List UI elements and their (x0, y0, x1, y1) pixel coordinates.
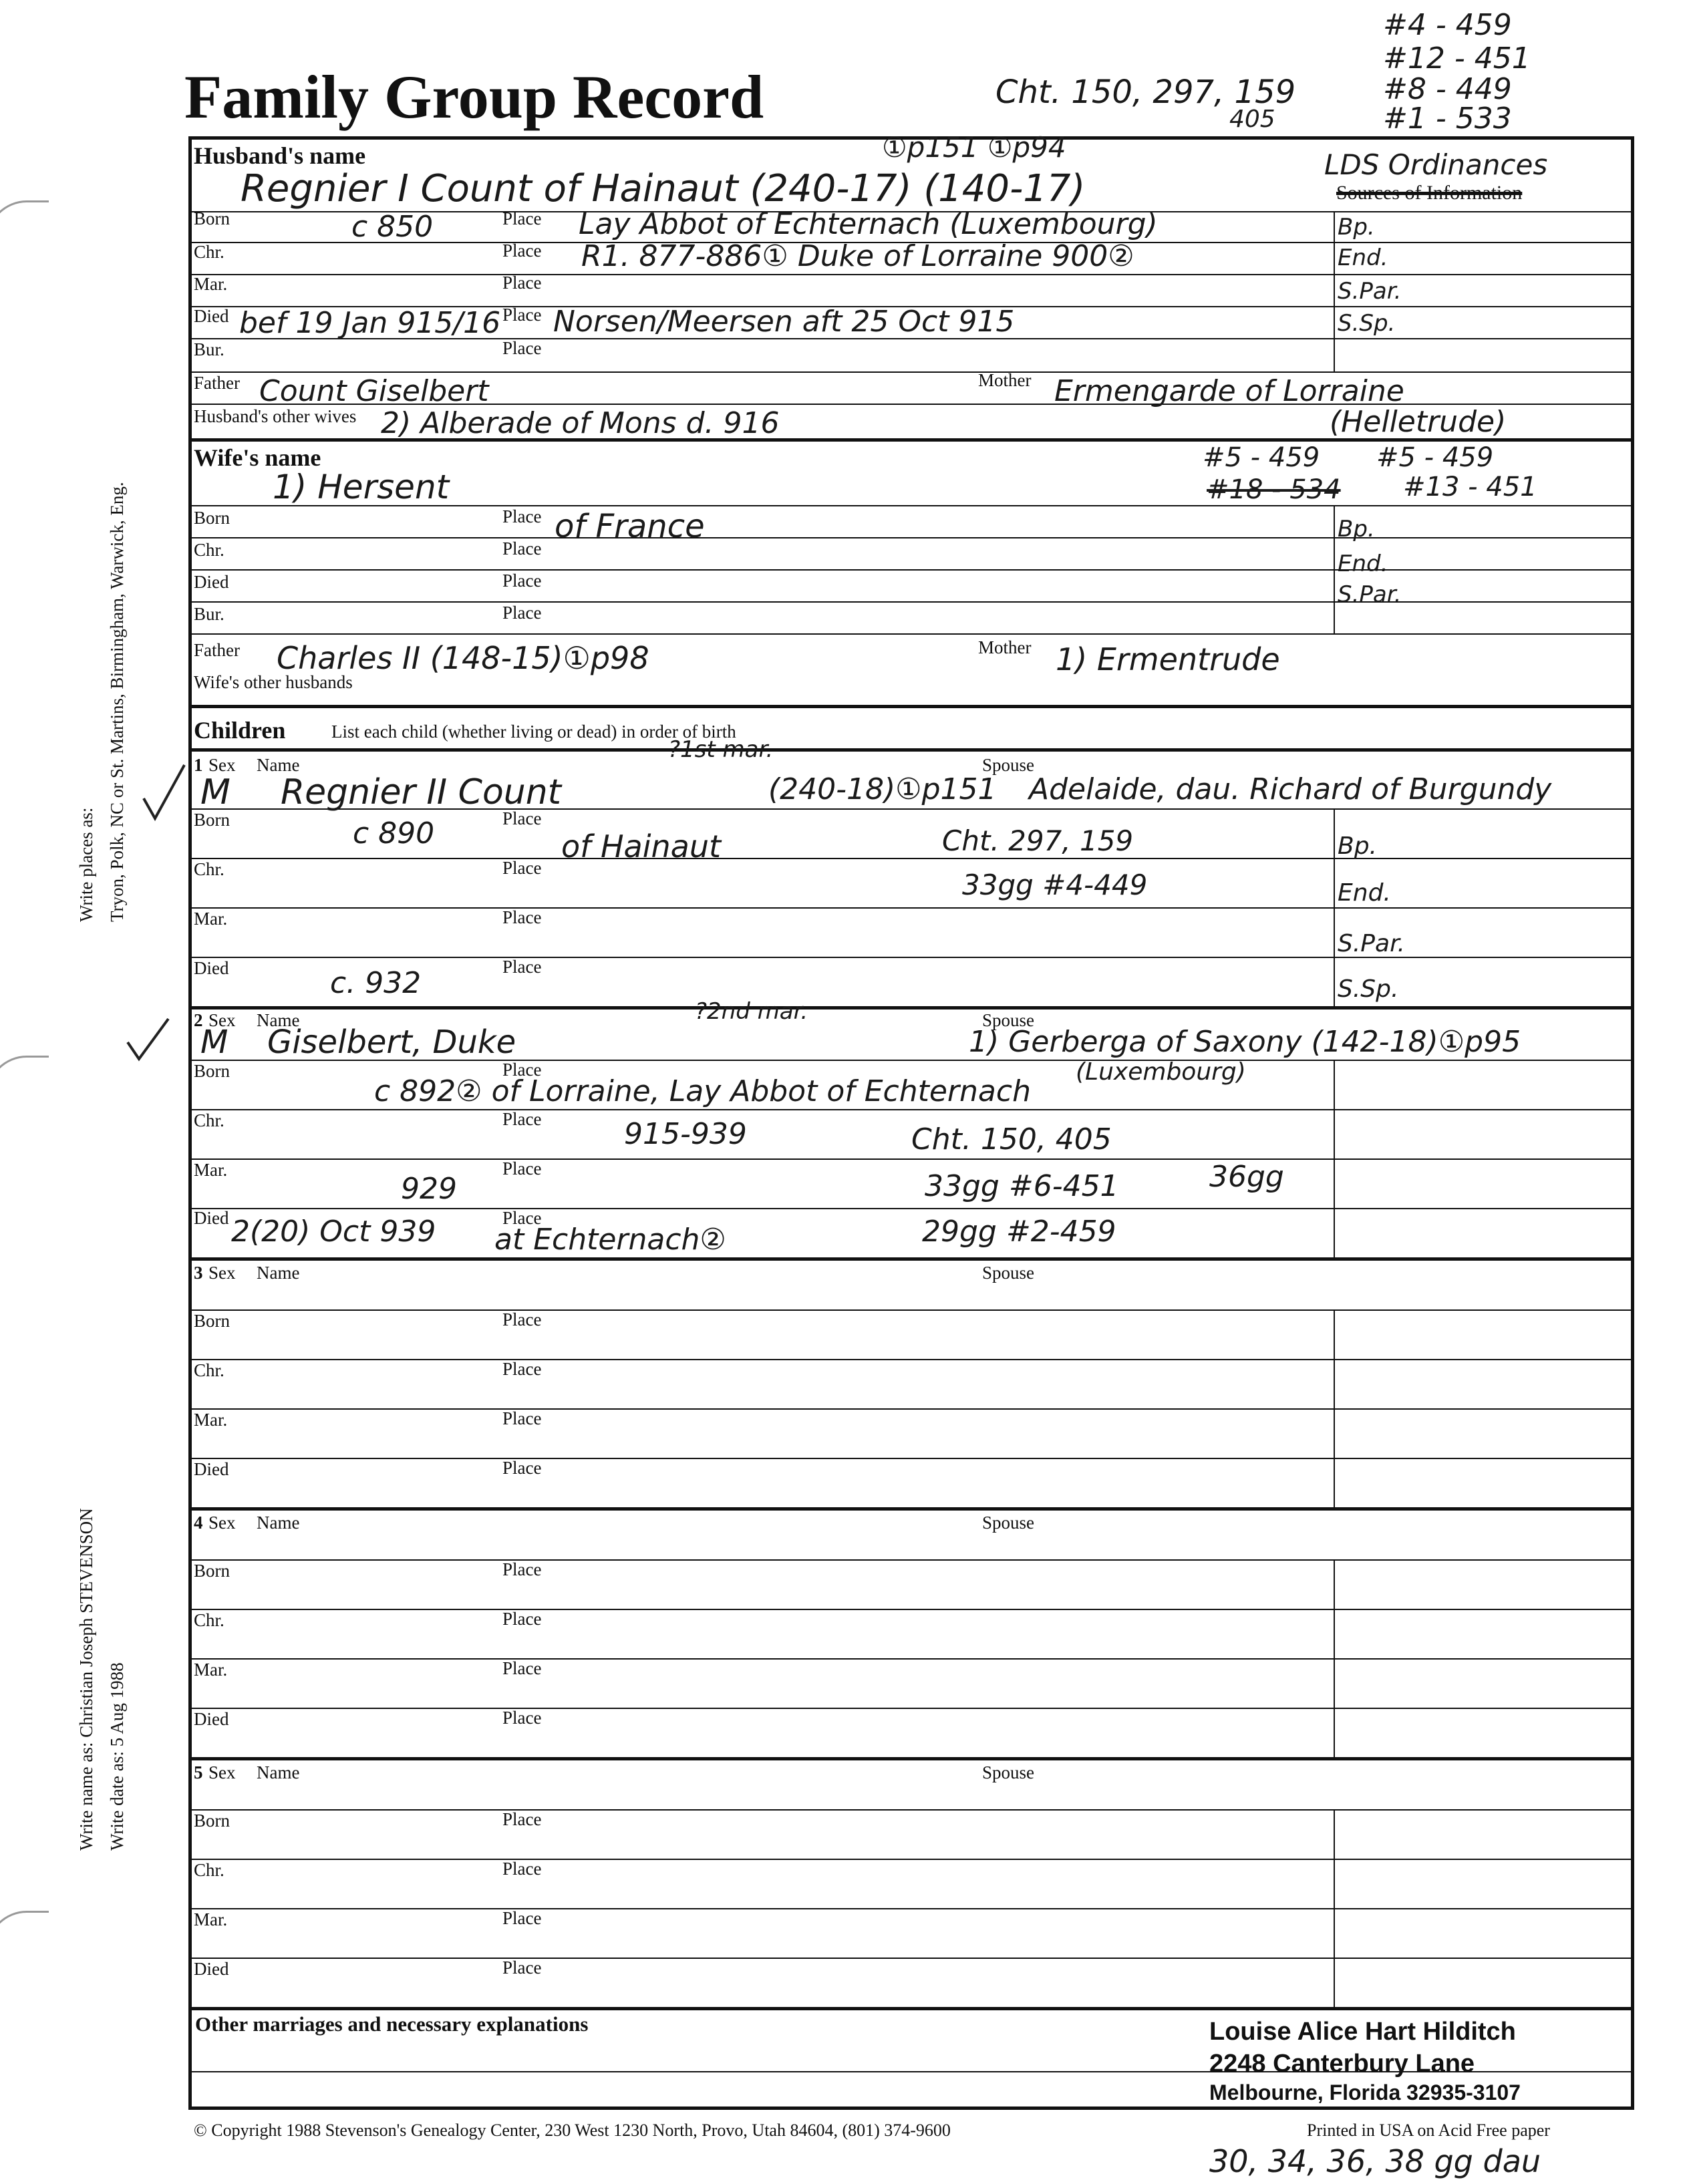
child3-num: 3 (194, 1263, 203, 1283)
label-chr: Chr. (194, 1860, 224, 1880)
label-chr: Chr. (194, 859, 224, 879)
wife-name-value: 1) Hersent (273, 468, 450, 506)
label-mar: Mar. (194, 1160, 228, 1180)
label-died: Died (194, 1459, 229, 1479)
husband-chr-place: R1. 877-886① Duke of Lorraine 900② (581, 239, 1134, 273)
label-chr: Chr. (194, 540, 224, 560)
child1-chr-note: Cht. 297, 159 (942, 824, 1134, 857)
label-place: Place (502, 538, 542, 559)
husband-born: c 850 (351, 210, 434, 244)
child1-born: c 890 (353, 816, 435, 850)
child1-died: c. 932 (330, 966, 422, 1000)
child2-born-line: c 892② of Lorraine, Lay Abbot of Echternach (374, 1074, 1031, 1108)
label-died: Died (194, 1709, 229, 1729)
check-mark-icon (124, 1016, 171, 1062)
child2-chr-dates: 915-939 (624, 1117, 747, 1151)
child2-spouse: 1) Gerberga of Saxony (142-18)①p95 (969, 1025, 1521, 1059)
label-mother: Mother (978, 370, 1032, 390)
label-born: Born (194, 508, 230, 528)
husband-born-place: Lay Abbot of Echternach (Luxembourg) (579, 207, 1158, 241)
label-sex: Sex (208, 1513, 236, 1533)
label-died: Died (194, 1208, 229, 1228)
label-spouse: Spouse (982, 1010, 1035, 1030)
husband-page-refs: ①p151 ①p94 (882, 131, 1066, 164)
wife-ref-2: #5 - 459 (1376, 442, 1494, 473)
label-bur: Bur. (194, 604, 224, 624)
husband-ord-spar: S.Par. (1338, 278, 1402, 305)
label-place: Place (502, 305, 542, 325)
label-sex: Sex (208, 1010, 236, 1030)
label-father: Father (194, 640, 240, 660)
husband-mother-alt: (Helletrude) (1330, 405, 1507, 439)
label-chr: Chr. (194, 1610, 224, 1630)
wife-mother: 1) Ermentrude (1056, 641, 1280, 677)
husband-ord-end: End. (1338, 245, 1388, 271)
label-died: Died (194, 958, 229, 978)
label-husbands-other-wives: Husband's other wives (194, 406, 357, 426)
wife-ord-bp: Bp. (1338, 516, 1375, 542)
label-wifes-name: Wife's name (194, 444, 321, 471)
label-place: Place (502, 907, 542, 927)
child5-num: 5 (194, 1762, 203, 1782)
label-place: Place (502, 808, 542, 828)
child1-num: 1 (194, 755, 203, 775)
label-place: Place (502, 1859, 542, 1879)
top-ref-2: #12 - 451 (1383, 41, 1531, 75)
label-mother: Mother (978, 637, 1032, 657)
label-place: Place (502, 241, 542, 261)
label-born: Born (194, 1811, 230, 1831)
label-died: Died (194, 306, 229, 326)
punch-hole-icon (0, 1911, 49, 1953)
label-place: Place (502, 338, 542, 358)
child2-mar: 929 (401, 1172, 457, 1206)
child1-ord-ssp: S.Sp. (1338, 975, 1399, 1003)
label-mar: Mar. (194, 274, 228, 294)
top-ref-3: #8 - 449 (1383, 72, 1512, 106)
husband-father: Count Giselbert (259, 374, 489, 408)
label-place: Place (502, 1309, 542, 1330)
child1-name: Regnier II Count (281, 772, 562, 812)
label-children: Children (194, 717, 286, 744)
label-place: Place (502, 1109, 542, 1129)
label-name: Name (257, 755, 300, 775)
husband-ord-bp: Bp. (1338, 214, 1375, 241)
punch-hole-icon (0, 200, 49, 243)
child1-sex: M (200, 772, 231, 812)
child2-name: Giselbert, Duke (267, 1024, 516, 1061)
label-sex: Sex (208, 1263, 236, 1283)
label-born: Born (194, 1311, 230, 1331)
copyright: © Copyright 1988 Stevenson's Genealogy Center, 230 West 1230 North, Provo, Utah 84604, (801) 374-9600 (194, 2121, 951, 2140)
label-place: Place (502, 603, 542, 623)
label-spouse: Spouse (982, 1513, 1035, 1533)
child2-died: 2(20) Oct 939 (231, 1215, 436, 1249)
stamp-line-3: Melbourne, Florida 32935-3107 (1209, 2080, 1521, 2104)
label-name: Name (257, 1513, 300, 1533)
punch-hole-icon (0, 1056, 49, 1098)
label-died: Died (194, 572, 229, 592)
label-born: Born (194, 208, 230, 228)
printed-note: Printed in USA on Acid Free paper (1307, 2121, 1550, 2140)
chart-reference-2: 405 (1229, 106, 1275, 133)
label-mar: Mar. (194, 1909, 228, 1929)
label-wifes-other-husbands: Wife's other husbands (194, 672, 353, 692)
label-husbands-name: Husband's name (194, 142, 366, 169)
child1-spouse: Adelaide, dau. Richard of Burgundy (1029, 772, 1552, 806)
wife-ref-4: #18 - 534 (1207, 474, 1341, 505)
label-place: Place (502, 571, 542, 591)
label-chr: Chr. (194, 1360, 224, 1380)
label-born: Born (194, 1561, 230, 1581)
wife-father: Charles II (148-15)①p98 (277, 640, 649, 676)
label-place: Place (502, 1060, 542, 1080)
label-sex: Sex (208, 755, 236, 775)
child4-num: 4 (194, 1513, 203, 1533)
child1-born-place: of Hainaut (561, 828, 722, 865)
label-place: Place (502, 1658, 542, 1678)
label-place: Place (502, 1559, 542, 1579)
label-place: Place (502, 1708, 542, 1728)
husband-ord-ssp: S.Sp. (1338, 310, 1396, 337)
label-place: Place (502, 1809, 542, 1829)
child1-mar-note: 33gg #4-449 (962, 869, 1148, 901)
label-spouse: Spouse (982, 1762, 1035, 1782)
label-place: Place (502, 208, 542, 228)
label-place: Place (502, 1609, 542, 1629)
label-mar: Mar. (194, 1410, 228, 1430)
label-place: Place (502, 1158, 542, 1179)
stamp-line-2: 2248 Canterbury Lane (1209, 2050, 1475, 2078)
label-place: Place (502, 506, 542, 526)
label-place: Place (502, 1408, 542, 1428)
husband-name-value: Regnier I Count of Hainaut (240-17) (140-17) (241, 167, 1086, 210)
label-sex: Sex (208, 1762, 236, 1782)
child2-born-line-2: (Luxembourg) (1076, 1058, 1246, 1086)
label-place: Place (502, 273, 542, 293)
side-note-places-1: Write places as: (76, 807, 96, 922)
child1-ref: (240-18)①p151 (768, 772, 997, 806)
label-place: Place (502, 957, 542, 977)
top-ref-4: #1 - 533 (1383, 102, 1512, 136)
label-other-marriages: Other marriages and necessary explanations (195, 2012, 589, 2036)
label-place: Place (502, 1908, 542, 1928)
wife-ref-3: #13 - 451 (1403, 472, 1537, 502)
label-place: Place (502, 1458, 542, 1478)
wife-ref-1: #5 - 459 (1203, 442, 1320, 473)
husband-mother: Ermengarde of Lorraine (1054, 374, 1404, 408)
child1-ord-bp: Bp. (1338, 832, 1377, 860)
child2-died-note: 29gg #2-459 (922, 1215, 1116, 1249)
label-place: Place (502, 858, 542, 878)
label-mar: Mar. (194, 909, 228, 929)
label-place: Place (502, 1958, 542, 1978)
child2-note: ?2nd mar. (695, 998, 808, 1025)
label-born: Born (194, 810, 230, 830)
lds-ordinances: LDS Ordinances (1324, 148, 1548, 181)
label-name: Name (257, 1010, 300, 1030)
form-title: Family Group Record (184, 63, 764, 131)
label-children-note: List each child (whether living or dead) in order of birth (331, 722, 736, 742)
label-born: Born (194, 1061, 230, 1081)
label-bur: Bur. (194, 339, 224, 359)
label-name: Name (257, 1263, 300, 1283)
label-chr: Chr. (194, 1110, 224, 1130)
side-note-places-2: Tryon, Polk, NC or St. Martins, Birmingham, Warwick, Eng. (107, 482, 127, 922)
child1-note: ?1st mar. (668, 736, 774, 763)
label-place: Place (502, 1208, 542, 1228)
chart-reference: Cht. 150, 297, 159 (996, 73, 1296, 111)
check-mark-icon (140, 762, 187, 822)
stamp-line-1: Louise Alice Hart Hilditch (1209, 2018, 1516, 2046)
child2-num: 2 (194, 1010, 203, 1030)
child2-died-place: at Echternach② (494, 1223, 726, 1257)
husband-died-place: Norsen/Meersen aft 25 Oct 915 (553, 305, 1015, 339)
label-name: Name (257, 1762, 300, 1782)
child2-sex: M (200, 1024, 228, 1061)
label-place: Place (502, 1359, 542, 1379)
label-spouse: Spouse (982, 1263, 1035, 1283)
wife-ord-end: End. (1338, 551, 1388, 577)
label-spouse: Spouse (982, 755, 1035, 775)
wife-ord-spar: S.Par. (1338, 581, 1402, 608)
side-note-name: Write name as: Christian Joseph STEVENSON (76, 1508, 96, 1851)
label-mar: Mar. (194, 1660, 228, 1680)
label-died: Died (194, 1959, 229, 1979)
bottom-note: 30, 34, 36, 38 gg dau (1209, 2143, 1541, 2179)
child1-ord-end: End. (1338, 879, 1391, 907)
husband-died: bef 19 Jan 915/16 (239, 306, 501, 340)
wife-born-place: of France (555, 508, 705, 545)
husband-other-wives: 2) Alberade of Mons d. 916 (381, 406, 780, 440)
side-note-date: Write date as: 5 Aug 1988 (107, 1662, 127, 1851)
label-father: Father (194, 373, 240, 393)
label-chr: Chr. (194, 242, 224, 262)
child2-mar-note: 33gg #6-451 (925, 1169, 1119, 1203)
child2-chr-note: Cht. 150, 405 (911, 1122, 1112, 1156)
child1-ord-spar: S.Par. (1338, 930, 1406, 957)
child2-mar-note-2: 36gg (1209, 1160, 1284, 1194)
top-ref-1: #4 - 459 (1383, 8, 1512, 42)
label-sources: Sources of Information (1336, 182, 1523, 204)
